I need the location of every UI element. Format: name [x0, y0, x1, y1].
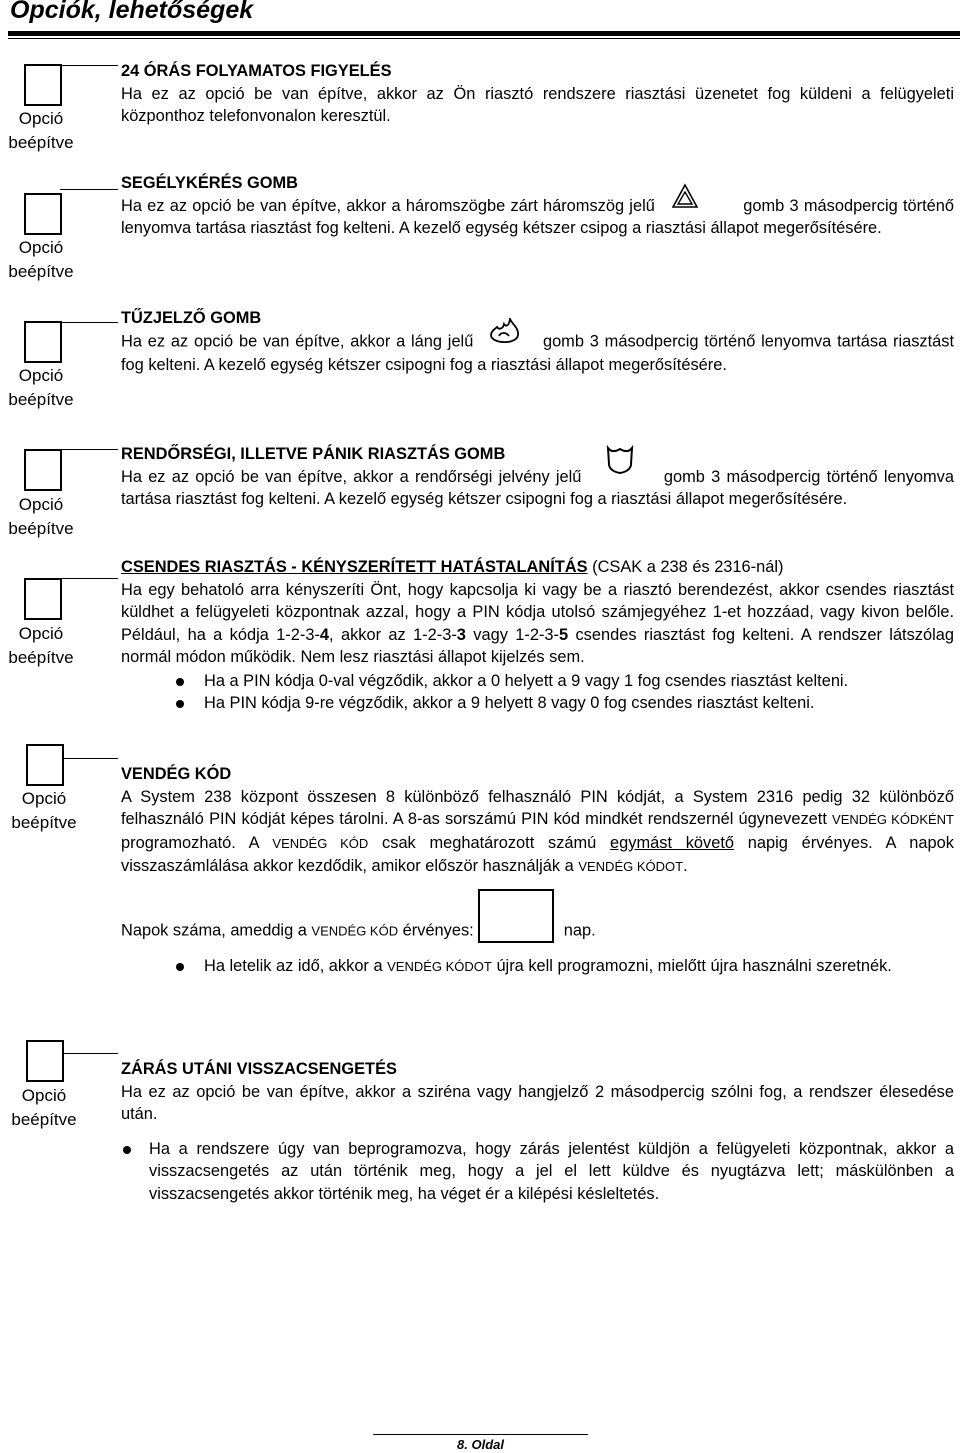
- connector-line: [62, 758, 118, 759]
- section-body: Ha ez az opció be van építve, akkor a rendőrségi jelvény jelű gomb 3 másodpercig történő lenyomva tartása riasztást fog kelteni. A kezelő egység kétszer csipogni fog a riasztási állapot megerősítésére.: [121, 466, 954, 511]
- section-body: A System 238 központ összesen 8 különböző felhasználó PIN kódját, a System 2316 pedig 32 különböző felhasználó PIN kódját képes tárolni. A 8-as sorszámú PIN kód mindkét rendszernél úgynevezett VENDÉG KÓDKÉNT programozható. A VENDÉG KÓD csak meghatározott számú egymást követő napig érvényes. A napok visszaszámlálása akkor kezdődik, amikor először használják a VENDÉG KÓDOT.: [121, 787, 954, 875]
- section-body: Ha ez az opció be van építve, akkor a láng jelű gomb 3 másodpercig történő lenyomva tartása riasztást fog kelteni. A kezelő egység kétszer csipogni fog a riasztási állapot megerősítésére.: [121, 330, 954, 377]
- connector-line: [60, 578, 118, 579]
- option-label: Opció beépítve: [11, 789, 77, 832]
- triangle-icon: [672, 183, 698, 216]
- option-label: Opció beépítve: [11, 1086, 77, 1129]
- option-label: Opció beépítve: [8, 238, 74, 281]
- title-rule: [8, 31, 960, 36]
- police-badge-icon: [604, 445, 636, 482]
- section-body: Ha ez az opció be van építve, akkor az Ön riasztó rendszere riasztási üzenetet fog küldeni a felügyeleti központhoz telefonvonalon keresztül.: [121, 84, 954, 125]
- connector-line: [60, 65, 118, 66]
- connector-line: [60, 189, 118, 190]
- section-body: Ha ez az opció be van építve, akkor a sziréna vagy hangjelző 2 másodpercig szólni fog, a rendszer élesedése után.: [121, 1082, 954, 1123]
- list-item: Ha PIN kódja 9-re végződik, akkor a 9 helyett 8 vagy 0 fog csendes riasztást kelteni.: [121, 692, 954, 715]
- connector-line: [60, 322, 118, 323]
- section-closing-bell: [121, 1058, 954, 1205]
- option-checkbox-help[interactable]: [24, 193, 62, 235]
- option-checkbox-bell[interactable]: [26, 1040, 64, 1082]
- days-line: Napok száma, ameddig a VENDÉG KÓD érvényes: nap.: [121, 889, 954, 943]
- option-checkbox-24h[interactable]: [24, 64, 62, 106]
- list-item: Ha letelik az idő, akkor a VENDÉG KÓDOT újra kell programozni, mielőtt újra használni szeretnék.: [121, 955, 954, 979]
- option-checkbox-duress[interactable]: [24, 578, 62, 620]
- section-heading: CSENDES RIASZTÁS - KÉNYSZERÍTETT HATÁSTALANÍTÁS: [121, 558, 588, 576]
- option-checkbox-panic[interactable]: [24, 449, 62, 491]
- section-body: Ha egy behatoló arra kényszeríti Önt, hogy kapcsolja ki vagy be a riasztó berendezést, akkor csendes riasztást küldhet a felügyeleti központnak azzal, hogy a PIN kódja utolsó számjegyéhez 1-et hozzáad, vagy kivon belőle. Például, ha a kódja 1-2-3-4, akkor az 1-2-3-3 vagy 1-2-3-5 csendes riasztást fog kelteni. A rendszer látszólag normál módon működik. Nem lesz riasztási állapot kijelzés sem.: [121, 580, 954, 666]
- section-heading: RENDŐRSÉGI, ILLETVE PÁNIK RIASZTÁS GOMB: [121, 445, 506, 463]
- option-label: Opció beépítve: [8, 109, 74, 152]
- option-checkbox-fire[interactable]: [24, 321, 62, 363]
- section-heading-note: (CSAK a 238 és 2316-nál): [592, 558, 784, 576]
- days-input-box[interactable]: [478, 889, 554, 943]
- flame-icon: [485, 318, 523, 355]
- section-fire-button: [121, 307, 954, 377]
- list-item: Ha a PIN kódja 0-val végződik, akkor a 0 helyett a 9 vagy 1 fog csendes riasztást kelteni.: [121, 670, 954, 693]
- footer-rule: [373, 1434, 588, 1435]
- section-heading-line: [121, 556, 954, 579]
- section-heading: ZÁRÁS UTÁNI VISSZACSENGETÉS: [121, 1060, 397, 1078]
- title-rule-thin: [8, 38, 960, 39]
- connector-line: [62, 1053, 118, 1054]
- connector-line: [60, 449, 118, 450]
- section-body: Ha ez az opció be van építve, akkor a háromszögbe zárt háromszög jelű gomb 3 másodpercig történő lenyomva tartása riasztást fog kelteni. A kezelő egység kétszer csipog a riasztási állapot megerősítésére.: [121, 195, 954, 240]
- option-label: Opció beépítve: [8, 495, 74, 538]
- section-heading: 24 ÓRÁS FOLYAMATOS FIGYELÉS: [121, 62, 392, 80]
- section-heading: SEGÉLYKÉRÉS GOMB: [121, 174, 298, 192]
- option-label: Opció beépítve: [8, 624, 74, 667]
- option-checkbox-guest[interactable]: [26, 744, 64, 786]
- option-label: Opció beépítve: [8, 366, 74, 409]
- section-heading: TŰZJELZŐ GOMB: [121, 309, 262, 327]
- section-duress: [121, 556, 954, 715]
- section-help-button: [121, 172, 954, 240]
- section-heading: VENDÉG KÓD: [121, 765, 232, 783]
- page-number: 8. Oldal: [457, 1437, 504, 1452]
- section-24h-monitoring: [121, 60, 954, 128]
- page-title: Opciók, lehetőségek: [10, 0, 254, 24]
- list-item: Ha a rendszere úgy van beprogramozva, hogy zárás jelentést küldjön a felügyeleti központnak, akkor a visszacsengetés az után történik meg, hogy a jel el lett küldve és nyugtázva lett; máskülönben a visszacsengetés akkor történik meg, ha véget ér a kilépési késleltetés.: [121, 1138, 954, 1206]
- section-panic-button: [121, 443, 954, 511]
- section-guest-code: [121, 763, 954, 978]
